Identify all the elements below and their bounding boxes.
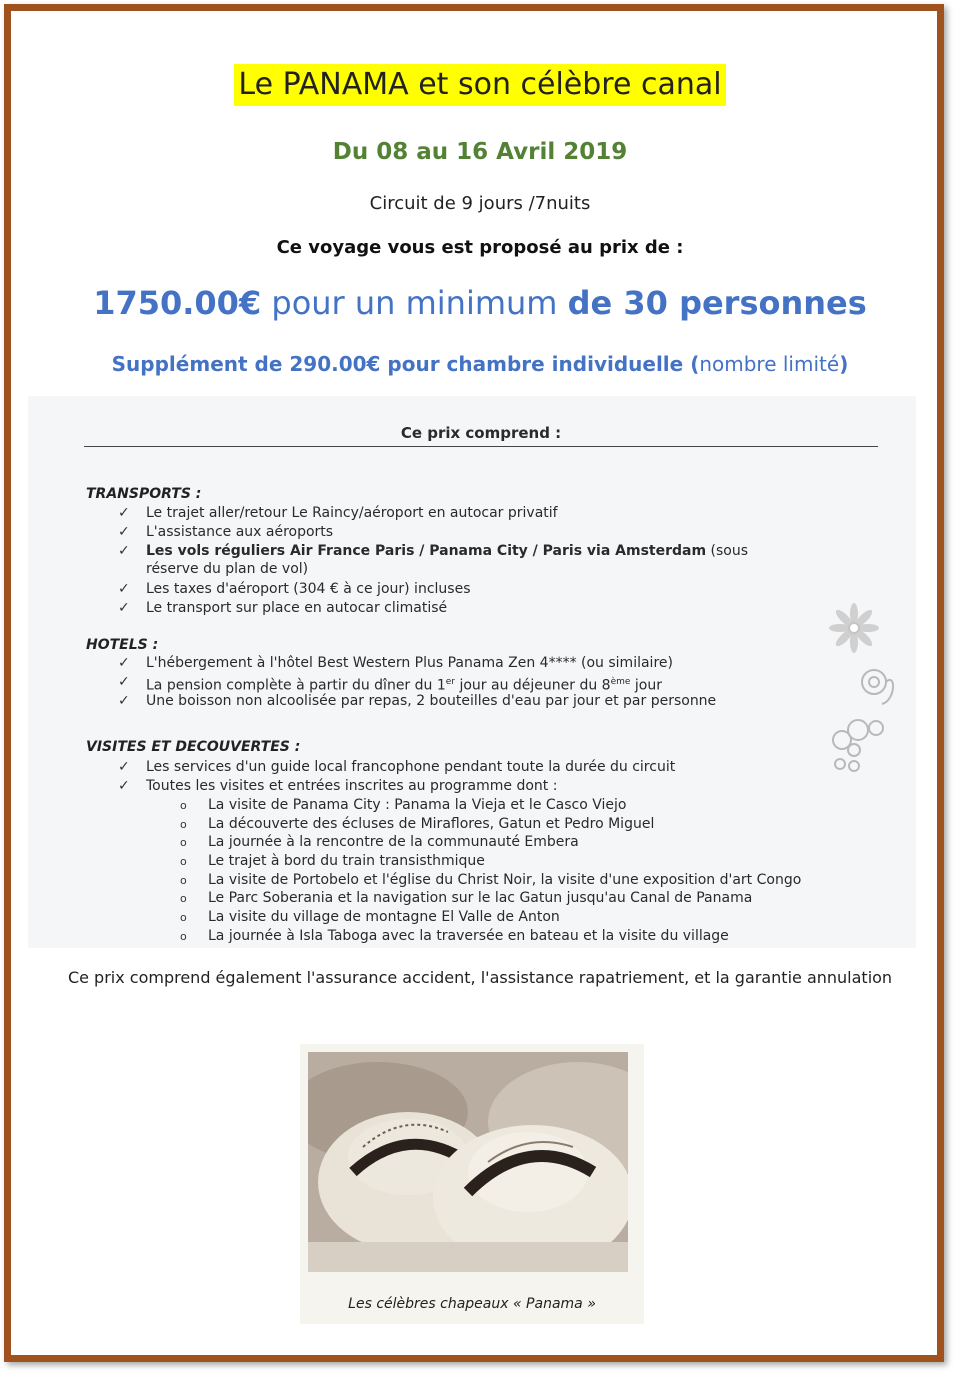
check-icon: ✓ xyxy=(118,524,130,540)
circle-bullet-icon: o xyxy=(180,911,187,924)
circle-bullet-icon: o xyxy=(180,836,187,849)
inclusions-scan xyxy=(28,396,916,948)
price-line xyxy=(0,284,960,322)
list-item: ✓ Les taxes d'aéroport (304 € à ce jour) incluses xyxy=(118,581,471,597)
check-icon: ✓ xyxy=(118,581,130,597)
sub-list-item: o La journée à Isla Taboga avec la traversée en bateau et la visite du village xyxy=(180,928,729,944)
sub-list-item: o Le Parc Soberania et la navigation sur le lac Gatun jusqu'au Canal de Panama xyxy=(180,890,753,906)
circle-bullet-icon: o xyxy=(180,930,187,943)
sub-list-item: o La visite du village de montagne El Valle de Anton xyxy=(180,909,560,925)
inclusions-heading: Ce prix comprend : xyxy=(84,424,878,447)
check-icon: ✓ xyxy=(118,759,130,775)
list-item: ✓ Le transport sur place en autocar climatisé xyxy=(118,600,448,616)
check-icon: ✓ xyxy=(118,674,130,690)
list-item: ✓ L'assistance aux aéroports xyxy=(118,524,334,540)
circuit-duration: Circuit de 9 jours /7nuits xyxy=(369,193,591,214)
list-item: ✓ Le trajet aller/retour Le Raincy/aéroport en autocar privatif xyxy=(118,505,558,521)
list-item: ✓ L'hébergement à l'hôtel Best Western Plus Panama Zen 4**** (ou similaire) xyxy=(118,655,673,671)
flower-ornament-icon xyxy=(824,600,904,780)
circle-bullet-icon: o xyxy=(180,818,187,831)
title-wrap xyxy=(0,64,960,106)
check-icon: ✓ xyxy=(118,693,130,709)
trip-dates: Du 08 au 16 Avril 2019 xyxy=(332,139,628,165)
photo-block xyxy=(300,1044,644,1324)
list-item: ✓ Une boisson non alcoolisée par repas, 2 bouteilles d'eau par jour et par personne xyxy=(118,693,717,709)
supplement-note: nombre limité xyxy=(699,352,840,376)
photo-caption: Les célèbres chapeaux « Panama » xyxy=(348,1296,596,1312)
supplement-bold: Supplément de 290.00€ pour chambre individuelle ( xyxy=(111,352,700,376)
check-icon: ✓ xyxy=(118,600,130,616)
price-intro: Ce voyage vous est proposé au prix de : xyxy=(276,237,684,258)
panama-hats-photo xyxy=(308,1052,628,1272)
supplement-line xyxy=(0,352,960,376)
check-icon: ✓ xyxy=(118,655,130,671)
supplement-close: ) xyxy=(839,352,849,376)
list-item: ✓ La pension complète à partir du dîner du 1er jour au déjeuner du 8ème jour xyxy=(118,674,662,694)
price-minimum: de 30 personnes xyxy=(567,284,867,322)
circle-bullet-icon: o xyxy=(180,874,187,887)
list-item: ✓ Les vols réguliers Air France Paris / Panama City / Paris via Amsterdam (sous réserve du plan de vol) xyxy=(118,543,749,577)
list-item: ✓ Toutes les visites et entrées inscrites au programme dont : xyxy=(118,778,558,794)
insurance-note: Ce prix comprend également l'assurance accident, l'assistance rapatriement, et la garantie annulation xyxy=(67,968,893,987)
check-icon: ✓ xyxy=(118,543,130,559)
list-item: ✓ Les services d'un guide local francophone pendant toute la durée du circuit xyxy=(118,759,676,775)
check-icon: ✓ xyxy=(118,505,130,521)
circle-bullet-icon: o xyxy=(180,855,187,868)
hotels-title: HOTELS : xyxy=(86,637,159,653)
visits-title: VISITES ET DECOUVERTES : xyxy=(86,739,301,755)
price-middle: pour un minimum xyxy=(261,284,568,322)
circle-bullet-icon: o xyxy=(180,892,187,905)
page-title: Le PANAMA et son célèbre canal xyxy=(234,64,725,106)
sub-list-item: o La visite de Portobelo et l'église du Christ Noir, la visite d'une exposition d'art Congo xyxy=(180,872,802,888)
check-icon: ✓ xyxy=(118,778,130,794)
sub-list-item: o La découverte des écluses de Miraflores, Gatun et Pedro Miguel xyxy=(180,816,655,832)
price-amount: 1750.00€ xyxy=(93,284,262,322)
sub-list-item: o Le trajet à bord du train transisthmique xyxy=(180,853,485,869)
transports-title: TRANSPORTS : xyxy=(86,486,202,502)
circle-bullet-icon: o xyxy=(180,799,187,812)
sub-list-item: o La visite de Panama City : Panama la Vieja et le Casco Viejo xyxy=(180,797,627,813)
sub-list-item: o La journée à la rencontre de la communauté Embera xyxy=(180,834,579,850)
